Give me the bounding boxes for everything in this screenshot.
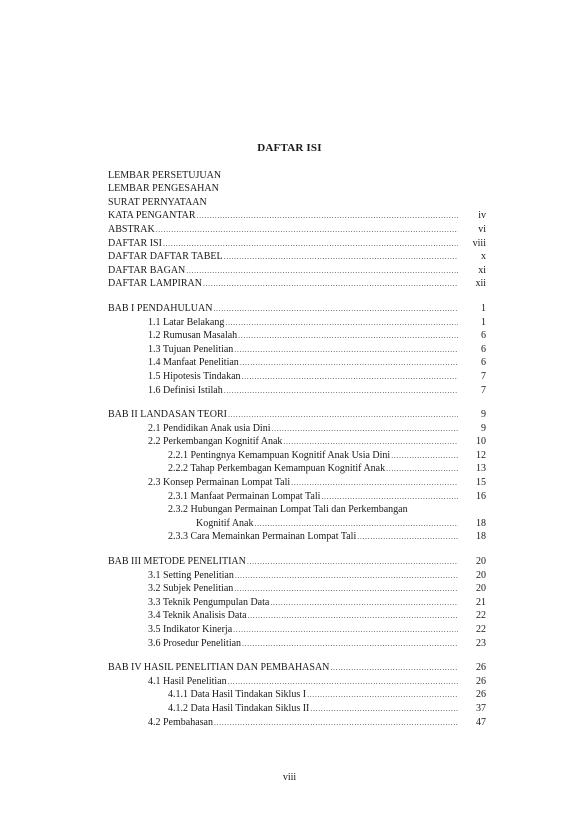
toc-entry-page: xi <box>478 264 486 276</box>
toc-entry <box>108 462 486 476</box>
toc-entry-label: 1.6 Definisi Istilah <box>148 384 223 396</box>
toc-entry <box>108 636 486 650</box>
toc-entry <box>108 421 486 435</box>
toc-entry <box>108 661 486 675</box>
toc-entry-label: 3.3 Teknik Pengumpulan Data <box>148 596 270 608</box>
toc-entry-label: 2.3.1 Manfaat Permainan Lompat Tali <box>168 490 321 502</box>
dot-leader <box>228 408 458 421</box>
toc-entry-page: 18 <box>476 531 486 543</box>
toc-entry-page: 7 <box>481 370 486 382</box>
toc-entry-label: DAFTAR LAMPIRAN <box>108 278 202 290</box>
toc-entry-label: LEMBAR PERSETUJUAN <box>108 169 222 181</box>
toc-entry-page: 16 <box>476 490 486 502</box>
table-of-contents <box>108 168 486 729</box>
toc-entry-label: DAFTAR DAFTAR TABEL <box>108 251 223 263</box>
toc-entry-page: 15 <box>476 477 486 489</box>
toc-entry-label: LEMBAR PENGESAHAN <box>108 183 219 195</box>
toc-entry-page: viii <box>472 237 486 249</box>
toc-entry-label: 1.2 Rumusan Masalah <box>148 330 238 342</box>
toc-entry <box>108 582 486 596</box>
toc-entry <box>108 503 486 517</box>
toc-entry <box>108 554 486 568</box>
toc-entry-page: 6 <box>481 330 486 342</box>
page-title: DAFTAR ISI <box>257 142 322 154</box>
toc-entry-label: DAFTAR BAGAN <box>108 264 186 276</box>
toc-entry-page: 22 <box>476 624 486 635</box>
toc-entry-label: BAB III METODE PENELITIAN <box>108 556 246 568</box>
toc-entry-label: 1.1 Latar Belakang <box>148 316 225 328</box>
toc-entry-label: 4.1 Hasil Penelitian <box>148 675 227 687</box>
toc-entry-page: iv <box>478 210 486 222</box>
toc-entry <box>108 715 486 729</box>
toc-entry <box>108 342 486 356</box>
toc-entry <box>108 516 486 530</box>
toc-entry-label: 2.3.2 Hubungan Permainan Lompat Tali dan Perkembangan <box>168 504 408 516</box>
dot-leader <box>247 555 458 568</box>
dot-leader <box>272 422 459 435</box>
toc-entry <box>108 622 486 636</box>
toc-entry <box>108 263 486 277</box>
toc-entry <box>108 356 486 370</box>
toc-entry <box>108 236 486 250</box>
toc-entry-page: 23 <box>476 637 486 649</box>
toc-entry-label: BAB I PENDAHULUAN <box>108 302 213 314</box>
toc-entry-page: vi <box>478 223 486 235</box>
toc-entry-label: ABSTRAK <box>108 223 155 235</box>
toc-entry <box>108 408 486 422</box>
toc-entry-label: KATA PENGANTAR <box>108 210 196 222</box>
page-number: viii <box>282 772 297 783</box>
dot-leader <box>270 596 458 609</box>
dot-leader <box>163 237 458 250</box>
toc-entry <box>108 182 486 196</box>
toc-entry-page: 20 <box>476 556 486 568</box>
toc-entry <box>108 315 486 329</box>
toc-entry <box>108 222 486 236</box>
dot-leader <box>156 223 458 236</box>
dot-leader <box>233 623 458 636</box>
toc-entry-page: 37 <box>476 702 486 714</box>
toc-entry <box>108 688 486 702</box>
toc-entry-page: 21 <box>476 596 486 608</box>
toc-entry <box>108 595 486 609</box>
dot-leader <box>391 449 458 462</box>
toc-entry-page: 9 <box>481 422 486 434</box>
dot-leader <box>225 316 458 329</box>
dot-leader <box>234 343 458 356</box>
toc-entry-label: BAB IV HASIL PENELITIAN DAN PEMBAHASAN <box>108 662 330 674</box>
toc-entry-label: 2.3 Konsep Permainan Lompat Tali <box>148 477 291 489</box>
toc-entry <box>108 609 486 623</box>
dot-leader <box>238 329 458 342</box>
toc-entry <box>108 448 486 462</box>
toc-entry-label: 4.1.1 Data Hasil Tindakan Siklus I <box>168 689 307 701</box>
toc-entry-page: 9 <box>481 409 486 421</box>
toc-entry <box>108 369 486 383</box>
toc-entry-page: 20 <box>476 569 486 581</box>
toc-entry-page: 6 <box>481 343 486 355</box>
dot-leader <box>214 716 458 729</box>
toc-entry <box>108 435 486 449</box>
toc-entry-label: 4.2 Pembahasan <box>148 716 213 728</box>
dot-leader <box>242 370 458 383</box>
dot-leader <box>197 209 458 222</box>
toc-entry-page: 13 <box>476 463 486 475</box>
toc-entry-label: 1.4 Manfaat Penelitian <box>148 357 239 369</box>
toc-entry-label: Kognitif Anak <box>196 517 254 529</box>
toc-entry-label: DAFTAR ISI <box>108 237 162 249</box>
toc-entry-label: 3.5 Indikator Kinerja <box>148 624 233 635</box>
toc-entry-page: 10 <box>476 436 486 448</box>
toc-entry-label: 3.6 Prosedur Penelitian <box>148 637 242 649</box>
dot-leader <box>213 302 458 315</box>
dot-leader <box>321 490 458 503</box>
toc-entry <box>108 489 486 503</box>
toc-entry <box>108 530 486 544</box>
toc-entry-page: 12 <box>476 449 486 461</box>
toc-entry <box>108 209 486 223</box>
dot-leader <box>235 569 458 582</box>
toc-entry-page: 26 <box>476 689 486 701</box>
toc-entry-page: 1 <box>481 316 486 328</box>
toc-entry-label: 3.1 Setting Penelitian <box>148 569 234 581</box>
toc-entry <box>108 301 486 315</box>
dot-leader <box>386 462 458 475</box>
dot-leader <box>255 517 459 530</box>
toc-entry <box>108 195 486 209</box>
dot-leader <box>203 277 458 290</box>
toc-entry-label: SURAT PERNYATAAN <box>108 196 207 208</box>
toc-entry <box>108 383 486 397</box>
dot-leader <box>242 637 458 650</box>
dot-leader <box>228 675 458 688</box>
dot-leader <box>186 264 458 277</box>
toc-entry-label: 2.2.2 Tahap Perkembagan Kemampuan Kognitif Anak <box>168 463 386 475</box>
dot-leader <box>307 688 458 701</box>
dot-leader <box>310 702 458 715</box>
toc-entry <box>108 168 486 182</box>
toc-entry <box>108 701 486 715</box>
dot-leader <box>224 384 458 397</box>
toc-entry-page: 18 <box>476 517 486 529</box>
toc-entry-page: 26 <box>476 675 486 687</box>
dot-leader <box>224 250 458 263</box>
toc-entry <box>108 250 486 264</box>
toc-entry <box>108 277 486 291</box>
dot-leader <box>240 356 458 369</box>
toc-entry-label: 3.4 Teknik Analisis Data <box>148 610 247 622</box>
dot-leader <box>234 582 458 595</box>
toc-entry-label: 3.2 Subjek Penelitian <box>148 583 234 595</box>
toc-entry <box>108 568 486 582</box>
dot-leader <box>330 661 458 674</box>
toc-entry-label: 1.5 Hipotesis Tindakan <box>148 370 241 382</box>
toc-entry-page: x <box>481 251 486 263</box>
toc-entry <box>108 475 486 489</box>
toc-entry-label: 2.2 Perkembangan Kognitif Anak <box>148 436 283 448</box>
toc-entry-label: 1.3 Tujuan Penelitian <box>148 343 234 355</box>
toc-entry <box>108 674 486 688</box>
toc-entry-label: 4.1.2 Data Hasil Tindakan Siklus II <box>168 702 310 714</box>
dot-leader <box>283 435 458 448</box>
toc-entry-page: xii <box>475 278 486 290</box>
toc-entry-label: 2.1 Pendidikan Anak usia Dini <box>148 422 271 434</box>
toc-entry-page: 26 <box>476 662 486 674</box>
toc-entry-page: 1 <box>481 302 486 314</box>
dot-leader <box>248 609 458 622</box>
toc-entry-page: 20 <box>476 583 486 595</box>
toc-entry-label: 2.2.1 Pentingnya Kemampuan Kognitif Anak Usia Dini <box>168 449 391 461</box>
toc-entry-page: 22 <box>476 610 486 622</box>
toc-entry-page: 47 <box>476 716 486 728</box>
dot-leader <box>291 476 458 489</box>
toc-entry-page: 7 <box>481 384 486 396</box>
toc-entry-label: 2.3.3 Cara Memainkan Permainan Lompat Tali <box>168 531 357 543</box>
toc-entry <box>108 329 486 343</box>
dot-leader <box>357 530 458 543</box>
toc-entry-page: 6 <box>481 357 486 369</box>
toc-entry-label: BAB II LANDASAN TEORI <box>108 409 227 421</box>
